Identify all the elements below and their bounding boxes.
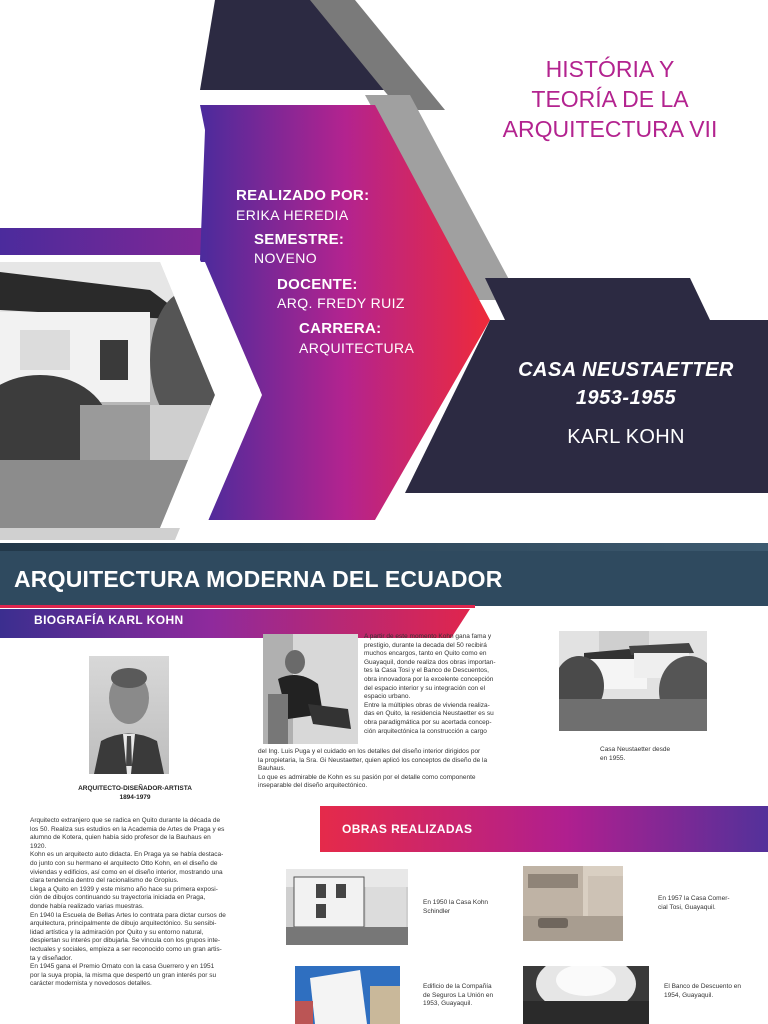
neustaetter-caption — [600, 746, 700, 763]
portrait-caption-title: ARQUITECTO-DISEÑADOR-ARTISTA — [78, 785, 192, 792]
semester-value: NOVENO — [254, 250, 318, 266]
works-title: OBRAS REALIZADAS — [342, 822, 473, 836]
caption-line: Edificio de la Compañía — [423, 983, 492, 990]
text-line: das en Quito, la residencia Neustaetter es su — [364, 710, 494, 718]
text-line: los 50. Realiza sus estudios en la Academia de Artes de Praga y es — [30, 825, 225, 833]
house-years: 1953-1955 — [575, 387, 677, 409]
caption-line: En 1957 la Casa Comer- — [658, 895, 730, 902]
course-title-line: ARQUITECTURA VII — [502, 116, 718, 142]
text-line: En 1940 la Escuela de Bellas Artes lo contrata para dictar cursos de — [30, 911, 226, 919]
text-line: carácter modernista y novedosos detalles. — [30, 980, 152, 988]
text-line: En 1945 gana el Premio Ornato con la casa Guerrero y en 1951 — [30, 963, 215, 971]
middle-text-right — [364, 633, 511, 736]
caption-line: Schindler — [423, 907, 451, 915]
text-line: inseparable del diseño arquitectónico. — [258, 782, 368, 790]
work-caption-banco — [664, 983, 764, 1000]
navy-top-tab — [485, 278, 710, 320]
house-name: CASA NEUSTAETTER — [518, 359, 734, 381]
banco-interior — [523, 966, 649, 1024]
neustaetter-house — [559, 631, 707, 731]
author-value: ERIKA HEREDIA — [236, 207, 349, 223]
text-line: ción arquitectónica la construcción a cargo — [364, 727, 487, 735]
work-photo-la-union — [295, 966, 400, 1024]
la-union-building — [295, 966, 400, 1024]
work-caption-la-union — [423, 983, 513, 1009]
work-photo-tosi — [523, 866, 623, 941]
architect-name: KARL KOHN — [567, 426, 685, 448]
portrait-photo — [89, 656, 169, 774]
text-line: alumno de Kotera, quien había sido profesor de la Bauhaus en — [30, 834, 211, 842]
text-line: ción de dibujos continuando su trayectoria iniciada en Praga, — [30, 894, 206, 902]
seated-figure — [263, 634, 358, 744]
caption-line: cial Tosi, Guayaquil. — [658, 903, 716, 911]
author-label: REALIZADO POR: — [236, 187, 370, 204]
work-caption-tosi — [658, 895, 758, 912]
text-line: A partir de este momento Kohn gana fama y — [364, 633, 492, 640]
text-line: ta y diseñador. — [30, 954, 73, 962]
kohn-seated-photo — [263, 634, 358, 744]
caption-line: de Seguros La Unión en — [423, 991, 494, 999]
text-line: espacio urbano. — [364, 693, 411, 701]
teacher-value: ARQ. FREDY RUIZ — [277, 295, 405, 311]
work-photo-banco — [523, 966, 649, 1024]
caption-line: en 1955. — [600, 754, 626, 762]
text-line: del Ing. Luis Puga y el cuidado en los detalles del diseño interior dirigidos por — [258, 748, 481, 755]
text-line: lectuales y sociales, empieza a ser reconocido como un gran artis- — [30, 945, 222, 953]
text-line: do junto con su hermano el arquitecto Otto Kohn, en el diseño de — [30, 859, 218, 867]
section-title: ARQUITECTURA MODERNA DEL ECUADOR — [14, 566, 503, 592]
text-line: Lo que es admirable de Kohn es su pasión por el detalle como componente — [258, 773, 476, 781]
caption-line: 1954, Guayaquil. — [664, 991, 714, 999]
caption-line: En 1950 la Casa Kohn — [423, 899, 489, 906]
neustaetter-photo — [559, 631, 707, 731]
career-label: CARRERA: — [299, 320, 382, 337]
work-caption-schindler — [423, 899, 513, 916]
teacher-label: DOCENTE: — [277, 276, 358, 293]
text-line: la propietaria, la Sra. Gi Neustaetter, quien aplicó los conceptos de diseño de la — [258, 756, 488, 764]
schindler-building — [286, 869, 408, 945]
bio-text — [30, 817, 255, 989]
text-line: arquitectura, principalmente de dibujo arquitectónico. Su sensibi- — [30, 920, 217, 928]
text-line: del espacio interior y su integración con el — [364, 684, 486, 692]
text-line: Entre la múltiples obras de vivienda realiza- — [364, 701, 490, 709]
text-line: clara tendencia dentro del racionalismo de Gropius. — [30, 877, 179, 885]
portrait-caption — [60, 784, 210, 802]
text-line: por la suya propia, la misma que despertó un gran interés por su — [30, 971, 217, 979]
caption-line: Casa Neustaetter desde — [600, 746, 671, 753]
tosi-building — [523, 866, 623, 941]
portrait-figure — [89, 656, 169, 774]
text-line: prestigio, durante la decada del 50 recibirá — [364, 641, 487, 649]
caption-line: El Banco de Descuento en — [664, 983, 741, 990]
portrait-caption-years: 1894-1979 — [119, 794, 151, 801]
section-band-stripe — [0, 543, 768, 551]
text-line: Llega a Quito en 1939 y este mismo año hace su primera exposi- — [30, 885, 218, 893]
caption-line: 1953, Guayaquil. — [423, 1000, 473, 1008]
text-line: Guayaquil, donde realiza dos obras importan- — [364, 658, 496, 666]
course-title-line: HISTÓRIA Y — [545, 56, 675, 82]
bio-title: BIOGRAFÍA KARL KOHN — [34, 613, 184, 627]
course-title-line: TEORÍA DE LA — [531, 86, 689, 112]
text-line: 1920. — [30, 842, 47, 850]
text-line: obra paradigmática por su acertada concep- — [364, 718, 492, 726]
text-line: obra innovadora por la excelente concepción — [364, 675, 494, 683]
text-line: lidad artística y la admiración por Quito y su entorno natural, — [30, 928, 204, 936]
text-line: tes la Casa Tosi y el Banco de Descuentos, — [364, 667, 489, 675]
career-value: ARQUITECTURA — [299, 340, 415, 356]
semester-label: SEMESTRE: — [254, 231, 345, 248]
section-underline — [0, 605, 475, 608]
course-title — [470, 54, 750, 144]
text-line: Kohn es un arquitecto auto didacta. En Praga ya se había destaca- — [30, 851, 224, 859]
work-photo-schindler — [286, 869, 408, 945]
text-line: viviendas y edificios, así como en el diseño interior, mostrando una — [30, 868, 223, 876]
text-line: despiertan su interés por dibujarla. Se vincula con los grupos inte- — [30, 937, 221, 945]
house-title — [480, 356, 768, 412]
text-line: muchos encargos, tanto en Quito como en — [364, 650, 487, 658]
text-line: donde había realizado varias muestras. — [30, 902, 144, 910]
middle-text-full — [258, 748, 513, 791]
text-line: Bauhaus. — [258, 765, 286, 773]
text-line: Arquitecto extranjero que se radica en Quito durante la década de — [30, 817, 221, 824]
